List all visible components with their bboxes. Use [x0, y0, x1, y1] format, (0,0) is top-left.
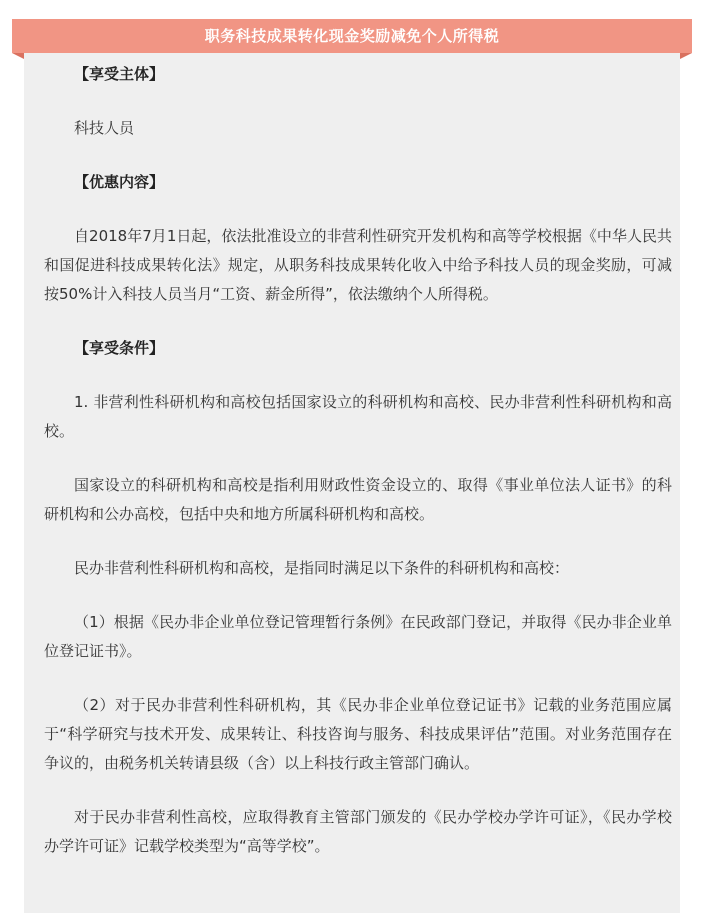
section-heading-conditions: 【享受条件】 — [74, 339, 165, 357]
banner-title: 职务科技成果转化现金奖励减免个人所得税 — [12, 19, 692, 53]
subject-text: 科技人员 — [74, 119, 135, 137]
condition-private-3: 对于民办非营利性高校，应取得教育主管部门颁发的《民办学校办学许可证》，《民办学校办学许可证》记载学校类型为“高等学校”。 — [44, 808, 672, 855]
condition-private-intro: 民办非营利性科研机构和高校，是指同时满足以下条件的科研机构和高校： — [74, 559, 570, 577]
section-heading-subject: 【享受主体】 — [74, 65, 165, 83]
condition-national: 国家设立的科研机构和高校是指利用财政性资金设立的、取得《事业单位法人证书》的科研机构和公办高校，包括中央和地方所属科研机构和高校。 — [44, 476, 672, 523]
banner-fold-right — [680, 53, 692, 59]
banner-fold-left — [12, 53, 24, 59]
section-heading-content: 【优惠内容】 — [74, 173, 165, 191]
condition-private-2: （2）对于民办非营利性科研机构，其《民办非企业单位登记证书》记载的业务范围应属于“科学研究与技术开发、成果转让、科技咨询与服务、科技成果评估”范围。对业务范围存在争议的，由税务机关转请县级（含）以上科技行政主管部门确认。 — [44, 696, 672, 772]
condition-private-1: （1）根据《民办非企业单位登记管理暂行条例》在民政部门登记，并取得《民办非企业单位登记证书》。 — [44, 613, 672, 660]
article-body — [44, 60, 672, 861]
condition-1: 1. 非营利性科研机构和高校包括国家设立的科研机构和高校、民办非营利性科研机构和高校。 — [44, 393, 672, 440]
content-text: 自2018年7月1日起，依法批准设立的非营利性研究开发机构和高等学校根据《中华人民共和国促进科技成果转化法》规定，从职务科技成果转化收入中给予科技人员的现金奖励，可减按50%计入科技人员当月“工资、薪金所得”，依法缴纳个人所得税。 — [44, 227, 672, 303]
